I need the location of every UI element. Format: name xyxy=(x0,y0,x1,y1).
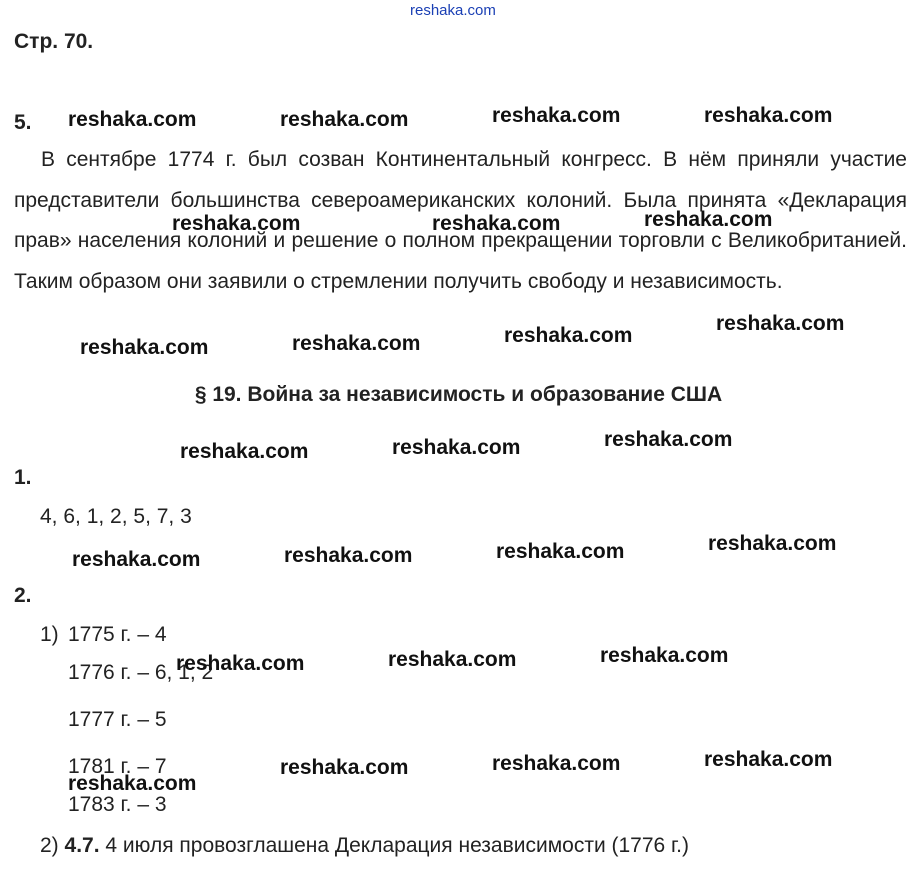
watermark: reshaka.com xyxy=(496,540,625,563)
watermark: reshaka.com xyxy=(392,436,521,459)
watermark: reshaka.com xyxy=(68,772,197,795)
watermark: reshaka.com xyxy=(492,752,621,775)
watermark: reshaka.com xyxy=(704,748,833,771)
date-line: 1776 г. – 6, 1, 2 xyxy=(68,661,214,684)
watermark: reshaka.com xyxy=(388,648,517,671)
watermark: reshaka.com xyxy=(600,644,729,667)
watermark: reshaka.com xyxy=(280,108,409,131)
watermark: reshaka.com xyxy=(280,756,409,779)
date-line: 1775 г. – 4 xyxy=(68,623,167,646)
watermark: reshaka.com xyxy=(504,324,633,347)
watermark: reshaka.com xyxy=(604,428,733,451)
task-2-part-1-label: 1) xyxy=(40,623,59,646)
task-2-part-2-ref: 4.7. xyxy=(64,834,100,857)
watermark: reshaka.com xyxy=(180,440,309,463)
watermark: reshaka.com xyxy=(72,548,201,571)
date-line: 1777 г. – 5 xyxy=(68,708,167,731)
task-1-number: 1. xyxy=(14,466,32,489)
page-reference: Стр. 70. xyxy=(14,30,94,53)
site-link[interactable]: reshaka.com xyxy=(410,2,496,19)
watermark: reshaka.com xyxy=(172,212,301,235)
date-line: 1783 г. – 3 xyxy=(68,793,167,816)
watermark: reshaka.com xyxy=(644,208,773,231)
watermark: reshaka.com xyxy=(80,336,209,359)
task-5-number: 5. xyxy=(14,111,32,134)
watermark: reshaka.com xyxy=(492,104,621,127)
watermark: reshaka.com xyxy=(432,212,561,235)
task-2-part-2 xyxy=(40,834,689,858)
task-1-answer: 4, 6, 1, 2, 5, 7, 3 xyxy=(40,505,192,528)
task-2-part-2-label: 2) xyxy=(40,834,59,857)
watermark: reshaka.com xyxy=(292,332,421,355)
watermark: reshaka.com xyxy=(704,104,833,127)
watermark: reshaka.com xyxy=(68,108,197,131)
section-heading: § 19. Война за независимость и образование США xyxy=(194,383,723,406)
watermark: reshaka.com xyxy=(284,544,413,567)
task-2-number: 2. xyxy=(14,584,32,607)
watermark: reshaka.com xyxy=(176,652,305,675)
task-5-text: В сентябре 1774 г. был созван Континентальный конгресс. В нём приняли участие представители большинства североамериканских колоний. Была принята «Декларация прав» населения колоний и решение о полном прекращении торговли с Великобританией. Таким образом они заявили о стремлении получить свободу и независимость. xyxy=(14,148,907,293)
watermark: reshaka.com xyxy=(708,532,837,555)
watermark: reshaka.com xyxy=(716,312,845,335)
date-line: 1781 г. – 7 xyxy=(68,755,167,778)
task-2-part-2-text: 4 июля провозглашена Декларация независимости (1776 г.) xyxy=(105,834,689,857)
